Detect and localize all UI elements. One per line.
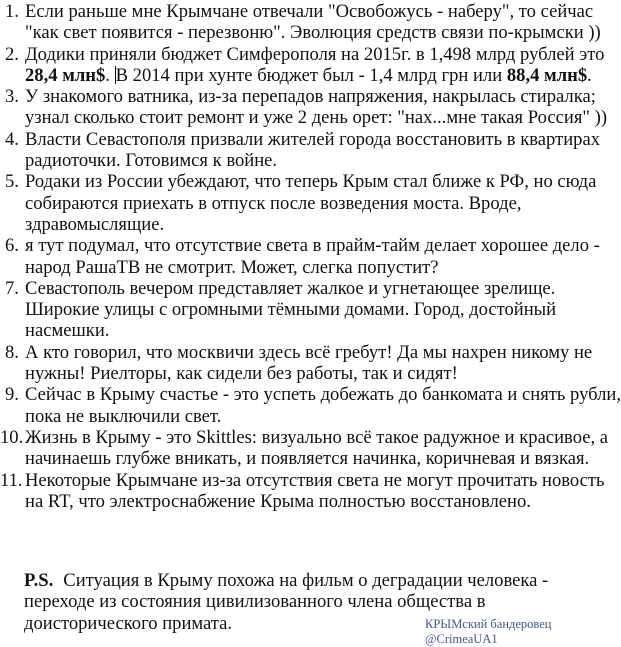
budget-rub-usd: 28,4 млн$ bbox=[25, 64, 106, 86]
item-number: 8. bbox=[5, 341, 19, 363]
item-text: Жизнь в Крыму - это Skittles: визуально всё такое радужное и красивое, а начинаешь глубже вникать, и появляется начинка, коричневая и вязкая. bbox=[25, 426, 609, 470]
item-number: 7. bbox=[5, 277, 19, 299]
budget-uah-usd: 88,4 млн$ bbox=[506, 64, 588, 86]
item-number: 5. bbox=[5, 171, 19, 193]
list-item-2 bbox=[0, 44, 621, 87]
list-item-6 bbox=[0, 235, 621, 278]
item-number: 6. bbox=[5, 235, 19, 257]
list-item-4 bbox=[0, 129, 621, 172]
ps-label: P.S. bbox=[24, 570, 54, 591]
item-number: 11. bbox=[0, 469, 23, 491]
item-text bbox=[25, 44, 604, 86]
list-item-8 bbox=[0, 342, 621, 385]
list-item-3 bbox=[0, 86, 621, 129]
list-item-10 bbox=[0, 427, 621, 470]
item-number: 1. bbox=[5, 1, 19, 22]
list-item-1 bbox=[0, 1, 621, 44]
item-text-part: . bbox=[587, 64, 592, 86]
item-text: Некоторые Крымчане из-за отсутствия света не могут прочитать новость на RT, что электроснабжение Крыма полностью восстановлено. bbox=[25, 469, 605, 512]
item-text: У знакомого ватника, из-за перепадов напряжения, накрылась стиралка; узнал сколько стоит ремонт и уже 2 день орет: "нах...мне такая Россия" )) bbox=[25, 86, 608, 129]
item-text: Власти Севастополя призвали жителей города восстановить в квартирах радиоточки. Готовимся к войне. bbox=[25, 128, 601, 172]
item-text: я тут подумал, что отсутствие света в прайм-тайм делает хорошее дело - народ РашаТВ не смотрит. Может, слегка попустит? bbox=[25, 235, 600, 278]
list-item-5 bbox=[0, 171, 621, 235]
item-text: Севастополь вечером представляет жалкое и угнетающее зрелище. Широкие улицы с огромными тёмными домами. Город, достойный насмешки. bbox=[25, 277, 557, 342]
list-item-9 bbox=[0, 384, 621, 427]
item-text-part: Додики приняли бюджет Симферополя на 2015г. в 1,498 млрд рублей это bbox=[25, 43, 605, 65]
item-number: 9. bbox=[5, 384, 19, 406]
joke-list bbox=[0, 1, 621, 512]
ps-text: Ситуация в Крыму похожа на фильм о деградации человека - переходе из состояния цивилизованного члена общества в доисторического примата. bbox=[24, 570, 549, 634]
item-text: Сейчас в Крыму счастье - это успеть добежать до банкомата и снять рубли, пока не выключили свет. bbox=[25, 384, 621, 427]
item-text-part: В 2014 при хунте бюджет был - 1,4 млрд грн или bbox=[115, 64, 507, 86]
item-text: А кто говорил, что москвичи здесь всё гребут! Да мы нахрен никому не нужны! Риелторы, как сидели без работы, так и сидят! bbox=[25, 341, 593, 385]
item-text-part: . bbox=[105, 64, 115, 86]
item-number: 3. bbox=[5, 86, 19, 108]
item-text: Родаки из России убеждают, что теперь Крым стал ближе к РФ, но сюда собираются приехать в отпуск после возведения моста. Вроде, здравомыслящие. bbox=[25, 171, 597, 235]
item-number: 2. bbox=[5, 43, 19, 65]
item-text: Если раньше мне Крымчане отвечали "Освобожусь - наберу", то сейчас "как свет появится - перезвоню". Эволюция средств связи по-крымски )) bbox=[25, 1, 601, 44]
watermark: КРЫМский бандеровец @CrimeaUA1 bbox=[425, 617, 552, 646]
item-number: 10. bbox=[0, 426, 24, 448]
list-item-7 bbox=[0, 278, 621, 342]
item-number: 4. bbox=[5, 128, 19, 150]
list-item-11 bbox=[0, 470, 621, 513]
